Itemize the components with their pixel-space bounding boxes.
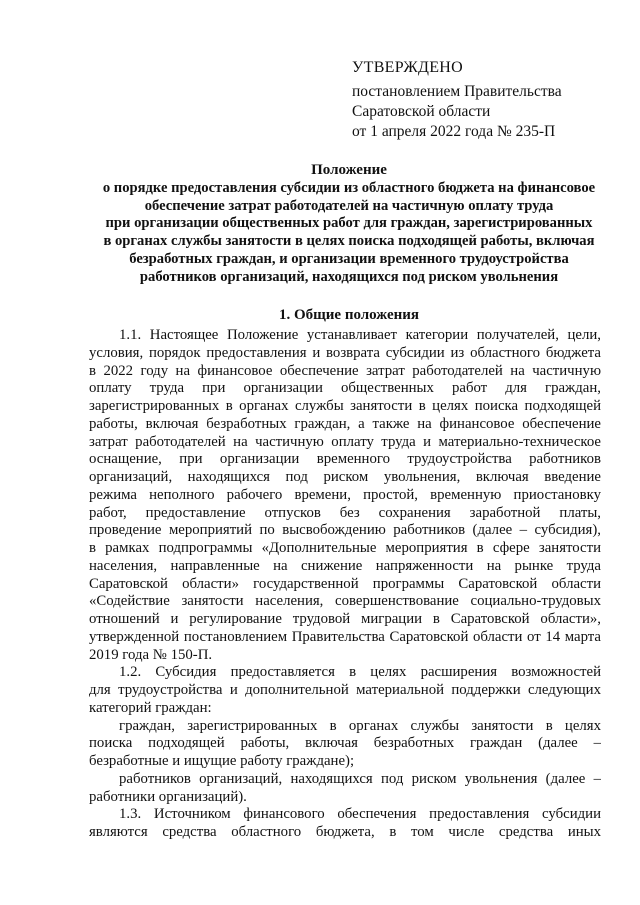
paragraph-line: проведение мероприятий по высвобождению работников (далее – субсидия), [89,522,601,539]
paragraph-line: зарегистрированных в органах службы занятости в целях поиска подходящей [89,398,601,414]
paragraph-line: работы, включая безработных граждан, а также на финансовое обеспечение [89,415,601,432]
approval-heading: УТВЕРЖДЕНО [352,59,464,76]
paragraph-line: «Содействие занятости населения, совершенствование социально-трудовых [89,593,601,610]
paragraph-line: безработные и ищущие работу граждане); [89,753,355,769]
approval-stamp [352,58,562,142]
title-line: в органах службы занятости в целях поиска подходящей работы, включая [103,233,595,250]
paragraph-line: граждан, зарегистрированных в органах службы занятости в целях [119,717,601,734]
paragraph-line: утвержденной постановлением Правительства Саратовской области от 14 марта [89,628,601,645]
section-body [89,327,601,842]
paragraph-line: затрат работодателей на частичную оплату труда и материально-техническое [89,433,601,450]
section-heading: 1. Общие положения [278,307,420,323]
paragraph-line: для трудоустройства и дополнительной материальной поддержки следующих [89,682,601,698]
paragraph-line: работников организаций, находящихся под риском увольнения (далее – [119,770,601,787]
paragraph-line: 1.3. Источником финансового обеспечения предоставления субсидии [119,806,601,823]
paragraph-line: являются средства областного бюджета, в том числе средства иных [89,824,601,840]
paragraph-line: условия, порядок предоставления и возврата субсидии из областного бюджета [89,344,601,361]
paragraph-line: населения, направленные на снижение напряженности на рынке труда [89,557,601,574]
title-line: при организации общественных работ для граждан, зарегистрированных [105,215,593,232]
document-title [84,162,614,287]
paragraph-line: поиска подходящей работы, включая безработных граждан (далее – [89,735,601,752]
paragraph-line: Саратовской области» государственной программы Саратовской области [89,575,601,592]
paragraph-line: категорий граждан: [89,699,212,716]
paragraph-line: 1.2. Субсидия предоставляется в целях расширения возможностей [119,664,601,681]
title-line: о порядке предоставления субсидии из областного бюджета на финансовое [102,179,596,196]
paragraph-line: отношений и регулирование трудовой миграции в Саратовской области», [89,611,601,627]
paragraph-line: работники организаций). [89,788,247,805]
title-line: обеспечение затрат работодателей на частичную оплату труда [144,197,554,214]
paragraph-line: режима неполного рабочего времени, простой, временную приостановку [89,486,601,503]
paragraph-line: в 2022 году на финансовое обеспечение затрат работодателей на частичную [89,362,601,379]
approval-line-1: постановлением Правительства [352,83,562,100]
paragraph-line: 2019 года № 150-П. [89,646,213,663]
title-line: безработных граждан, и организации временного трудоустройства [129,250,569,267]
approval-line-2: Саратовской области [352,103,491,120]
paragraph-line: оснащение, при организации временного трудоустройства работников [89,451,601,468]
approval-line-3: от 1 апреля 2022 года № 235-П [352,123,556,140]
paragraph-line: в рамках подпрограммы «Дополнительные мероприятия в сфере занятости [89,540,601,556]
paragraph-line: оплату труда при организации общественных работ для граждан, [89,380,601,397]
paragraph-line: организаций, находящихся под риском увольнения, включая введение [89,469,601,485]
title-line: работников организаций, находящихся под риском увольнения [139,268,559,285]
title-main: Положение [311,162,387,178]
paragraph-line: 1.1. Настоящее Положение устанавливает категории получателей, цели, [119,327,601,343]
paragraph-line: работ, предоставление отпусков без сохранения заработной платы, [89,504,601,521]
